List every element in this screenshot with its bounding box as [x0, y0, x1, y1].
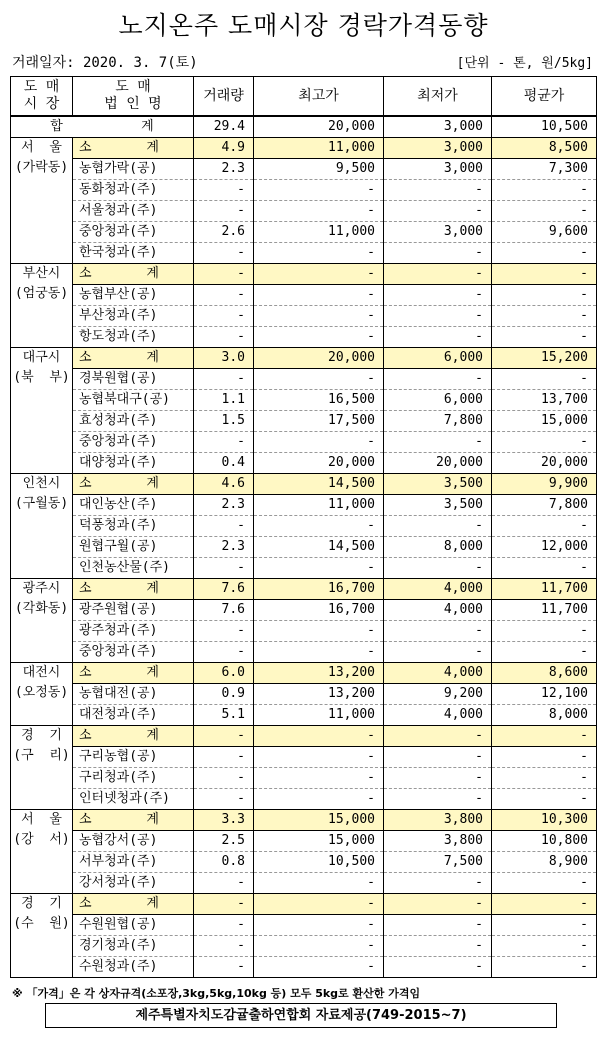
table-row: [11, 243, 597, 264]
company-name: 부산청과(주): [73, 306, 194, 327]
market-name: 대구시 (북 부): [11, 348, 73, 474]
avg-price-cell: -: [492, 558, 597, 579]
min-price-cell: 6,000: [384, 390, 492, 411]
company-name: 농협부산(공): [73, 285, 194, 306]
table-row: [11, 495, 597, 516]
avg-price-cell: -: [492, 180, 597, 201]
avg-price-cell: 10,300: [492, 810, 597, 831]
table-row: [11, 705, 597, 726]
avg-price-cell: 8,500: [492, 138, 597, 159]
volume-cell: 2.3: [194, 537, 254, 558]
volume-cell: 7.6: [194, 579, 254, 600]
min-price-cell: 8,000: [384, 537, 492, 558]
volume-cell: -: [194, 957, 254, 978]
min-price-cell: 3,500: [384, 474, 492, 495]
min-price-cell: -: [384, 726, 492, 747]
max-price-cell: 13,200: [254, 684, 384, 705]
min-price-cell: 9,200: [384, 684, 492, 705]
trade-date: 거래일자: 2020. 3. 7(토): [12, 55, 198, 71]
table-row: [11, 180, 597, 201]
max-price-cell: -: [254, 768, 384, 789]
company-name: 광주원협(공): [73, 600, 194, 621]
avg-price-cell: -: [492, 915, 597, 936]
company-name: 대인농산(주): [73, 495, 194, 516]
company-name: 경북원협(공): [73, 369, 194, 390]
min-price-cell: -: [384, 957, 492, 978]
max-price-cell: -: [254, 264, 384, 285]
min-price-cell: 4,000: [384, 663, 492, 684]
company-name: 소 계: [73, 579, 194, 600]
max-price-cell: -: [254, 369, 384, 390]
header-volume: 거래량: [194, 77, 254, 117]
avg-price-cell: -: [492, 264, 597, 285]
total-row: [11, 116, 597, 138]
total-max: 20,000: [254, 116, 384, 138]
volume-cell: 4.6: [194, 474, 254, 495]
header-row: [11, 77, 597, 117]
table-row: [11, 558, 597, 579]
company-name: 수원원협(공): [73, 915, 194, 936]
min-price-cell: -: [384, 621, 492, 642]
min-price-cell: 20,000: [384, 453, 492, 474]
header-min: 최저가: [384, 77, 492, 117]
min-price-cell: 7,800: [384, 411, 492, 432]
volume-cell: -: [194, 264, 254, 285]
volume-cell: -: [194, 432, 254, 453]
unit-note: [단위 - 톤, 원/5kg]: [456, 56, 593, 71]
subtotal-row: [11, 810, 597, 831]
volume-cell: -: [194, 768, 254, 789]
subtotal-row: [11, 138, 597, 159]
company-name: 소 계: [73, 810, 194, 831]
max-price-cell: 10,500: [254, 852, 384, 873]
company-name: 인터넷청과(주): [73, 789, 194, 810]
volume-cell: -: [194, 789, 254, 810]
avg-price-cell: 10,800: [492, 831, 597, 852]
table-row: [11, 285, 597, 306]
company-name: 농협대전(공): [73, 684, 194, 705]
company-name: 덕풍청과(주): [73, 516, 194, 537]
page-title: 노지온주 도매시장 경락가격동향: [118, 11, 489, 40]
company-name: 대전청과(주): [73, 705, 194, 726]
avg-price-cell: 7,300: [492, 159, 597, 180]
avg-price-cell: -: [492, 369, 597, 390]
max-price-cell: -: [254, 243, 384, 264]
avg-price-cell: -: [492, 747, 597, 768]
company-name: 항도청과(주): [73, 327, 194, 348]
min-price-cell: -: [384, 243, 492, 264]
table-row: [11, 768, 597, 789]
volume-cell: -: [194, 243, 254, 264]
volume-cell: -: [194, 726, 254, 747]
total-volume: 29.4: [194, 116, 254, 138]
min-price-cell: -: [384, 180, 492, 201]
total-avg: 10,500: [492, 116, 597, 138]
max-price-cell: -: [254, 957, 384, 978]
volume-cell: -: [194, 180, 254, 201]
footnote: ※ 「가격」은 각 상자규격(소포장,3kg,5kg,10kg 등) 모두 5kg로 환산한 가격임: [12, 987, 421, 1000]
min-price-cell: -: [384, 747, 492, 768]
max-price-cell: -: [254, 726, 384, 747]
min-price-cell: 4,000: [384, 600, 492, 621]
min-price-cell: 3,800: [384, 831, 492, 852]
avg-price-cell: -: [492, 306, 597, 327]
table-row: [11, 873, 597, 894]
table-row: [11, 327, 597, 348]
max-price-cell: 11,000: [254, 138, 384, 159]
avg-price-cell: 8,600: [492, 663, 597, 684]
subtotal-row: [11, 579, 597, 600]
avg-price-cell: -: [492, 432, 597, 453]
max-price-cell: -: [254, 306, 384, 327]
avg-price-cell: 15,200: [492, 348, 597, 369]
company-name: 소 계: [73, 726, 194, 747]
table-row: [11, 852, 597, 873]
market-name: 서 울 (가락동): [11, 138, 73, 264]
volume-cell: 2.5: [194, 831, 254, 852]
price-table: [10, 76, 597, 978]
min-price-cell: -: [384, 306, 492, 327]
max-price-cell: 16,500: [254, 390, 384, 411]
company-name: 농협북대구(공): [73, 390, 194, 411]
company-name: 대양청과(주): [73, 453, 194, 474]
min-price-cell: 3,800: [384, 810, 492, 831]
avg-price-cell: 11,700: [492, 600, 597, 621]
max-price-cell: 13,200: [254, 663, 384, 684]
total-min: 3,000: [384, 116, 492, 138]
min-price-cell: -: [384, 642, 492, 663]
avg-price-cell: 12,100: [492, 684, 597, 705]
company-name: 소 계: [73, 138, 194, 159]
table-row: [11, 789, 597, 810]
company-name: 수원청과(주): [73, 957, 194, 978]
min-price-cell: 7,500: [384, 852, 492, 873]
table-row: [11, 831, 597, 852]
min-price-cell: 4,000: [384, 579, 492, 600]
subtotal-row: [11, 894, 597, 915]
max-price-cell: 15,000: [254, 831, 384, 852]
max-price-cell: -: [254, 180, 384, 201]
volume-cell: 5.1: [194, 705, 254, 726]
max-price-cell: -: [254, 201, 384, 222]
company-name: 한국청과(주): [73, 243, 194, 264]
market-name: 광주시 (각화동): [11, 579, 73, 663]
company-name: 소 계: [73, 663, 194, 684]
market-name: 서 울 (강 서): [11, 810, 73, 894]
subtotal-row: [11, 726, 597, 747]
min-price-cell: -: [384, 201, 492, 222]
min-price-cell: 3,000: [384, 138, 492, 159]
market-name: 대전시 (오정동): [11, 663, 73, 726]
max-price-cell: 15,000: [254, 810, 384, 831]
max-price-cell: 20,000: [254, 348, 384, 369]
avg-price-cell: -: [492, 789, 597, 810]
avg-price-cell: 8,000: [492, 705, 597, 726]
volume-cell: 2.6: [194, 222, 254, 243]
min-price-cell: -: [384, 432, 492, 453]
max-price-cell: -: [254, 516, 384, 537]
subtotal-row: [11, 348, 597, 369]
volume-cell: 0.9: [194, 684, 254, 705]
company-name: 소 계: [73, 474, 194, 495]
company-name: 광주청과(주): [73, 621, 194, 642]
min-price-cell: -: [384, 915, 492, 936]
company-name: 중앙청과(주): [73, 432, 194, 453]
min-price-cell: -: [384, 516, 492, 537]
min-price-cell: 6,000: [384, 348, 492, 369]
header-market: 도 매 시 장: [11, 77, 73, 117]
header-company: 도 매 법 인 명: [73, 77, 194, 117]
table-row: [11, 684, 597, 705]
min-price-cell: 3,000: [384, 222, 492, 243]
avg-price-cell: 15,000: [492, 411, 597, 432]
max-price-cell: 16,700: [254, 600, 384, 621]
max-price-cell: 11,000: [254, 495, 384, 516]
company-name: 서부청과(주): [73, 852, 194, 873]
market-name: 경 기 (구 리): [11, 726, 73, 810]
max-price-cell: -: [254, 558, 384, 579]
table-row: [11, 390, 597, 411]
max-price-cell: -: [254, 285, 384, 306]
table-row: [11, 936, 597, 957]
company-name: 동화청과(주): [73, 180, 194, 201]
avg-price-cell: 11,700: [492, 579, 597, 600]
min-price-cell: -: [384, 936, 492, 957]
avg-price-cell: 8,900: [492, 852, 597, 873]
volume-cell: 3.0: [194, 348, 254, 369]
min-price-cell: 3,500: [384, 495, 492, 516]
company-name: 소 계: [73, 264, 194, 285]
volume-cell: -: [194, 201, 254, 222]
volume-cell: 1.5: [194, 411, 254, 432]
max-price-cell: 20,000: [254, 453, 384, 474]
max-price-cell: -: [254, 894, 384, 915]
company-name: 농협가락(공): [73, 159, 194, 180]
company-name: 소 계: [73, 894, 194, 915]
max-price-cell: -: [254, 789, 384, 810]
company-name: 농협강서(공): [73, 831, 194, 852]
table-row: [11, 537, 597, 558]
company-name: 원협구월(공): [73, 537, 194, 558]
max-price-cell: 14,500: [254, 537, 384, 558]
table-row: [11, 222, 597, 243]
company-name: 인천농산물(주): [73, 558, 194, 579]
min-price-cell: 3,000: [384, 159, 492, 180]
avg-price-cell: -: [492, 621, 597, 642]
min-price-cell: -: [384, 873, 492, 894]
volume-cell: -: [194, 285, 254, 306]
company-name: 중앙청과(주): [73, 222, 194, 243]
avg-price-cell: -: [492, 327, 597, 348]
total-label: 합 계: [11, 116, 194, 138]
market-name: 부산시 (엄궁동): [11, 264, 73, 348]
min-price-cell: -: [384, 894, 492, 915]
header-max: 최고가: [254, 77, 384, 117]
min-price-cell: 4,000: [384, 705, 492, 726]
table-row: [11, 369, 597, 390]
source-box: 제주특별자치도감귤출하연합회 자료제공(749-2015~7): [45, 1003, 557, 1028]
volume-cell: 7.6: [194, 600, 254, 621]
avg-price-cell: 20,000: [492, 453, 597, 474]
avg-price-cell: 7,800: [492, 495, 597, 516]
volume-cell: -: [194, 915, 254, 936]
avg-price-cell: -: [492, 285, 597, 306]
avg-price-cell: -: [492, 873, 597, 894]
max-price-cell: -: [254, 915, 384, 936]
volume-cell: 0.8: [194, 852, 254, 873]
volume-cell: 1.1: [194, 390, 254, 411]
volume-cell: -: [194, 873, 254, 894]
volume-cell: -: [194, 516, 254, 537]
max-price-cell: 16,700: [254, 579, 384, 600]
volume-cell: -: [194, 369, 254, 390]
avg-price-cell: 9,600: [492, 222, 597, 243]
max-price-cell: -: [254, 936, 384, 957]
company-name: 구리청과(주): [73, 768, 194, 789]
avg-price-cell: -: [492, 243, 597, 264]
max-price-cell: 9,500: [254, 159, 384, 180]
volume-cell: -: [194, 306, 254, 327]
min-price-cell: -: [384, 558, 492, 579]
company-name: 경기청과(주): [73, 936, 194, 957]
min-price-cell: -: [384, 369, 492, 390]
max-price-cell: -: [254, 621, 384, 642]
table-row: [11, 747, 597, 768]
subtotal-row: [11, 264, 597, 285]
table-row: [11, 432, 597, 453]
volume-cell: 6.0: [194, 663, 254, 684]
table-row: [11, 516, 597, 537]
min-price-cell: -: [384, 789, 492, 810]
table-row: [11, 621, 597, 642]
header-avg: 평균가: [492, 77, 597, 117]
max-price-cell: -: [254, 327, 384, 348]
market-name: 인천시 (구월동): [11, 474, 73, 579]
volume-cell: 2.3: [194, 159, 254, 180]
table-row: [11, 453, 597, 474]
company-name: 강서청과(주): [73, 873, 194, 894]
table-row: [11, 201, 597, 222]
volume-cell: -: [194, 621, 254, 642]
max-price-cell: -: [254, 747, 384, 768]
avg-price-cell: -: [492, 516, 597, 537]
min-price-cell: -: [384, 264, 492, 285]
subtotal-row: [11, 663, 597, 684]
volume-cell: -: [194, 642, 254, 663]
min-price-cell: -: [384, 768, 492, 789]
company-name: 중앙청과(주): [73, 642, 194, 663]
avg-price-cell: -: [492, 768, 597, 789]
avg-price-cell: -: [492, 936, 597, 957]
avg-price-cell: -: [492, 894, 597, 915]
company-name: 소 계: [73, 348, 194, 369]
table-row: [11, 306, 597, 327]
table-row: [11, 600, 597, 621]
subtotal-row: [11, 474, 597, 495]
volume-cell: 2.3: [194, 495, 254, 516]
min-price-cell: -: [384, 285, 492, 306]
company-name: 서울청과(주): [73, 201, 194, 222]
volume-cell: -: [194, 936, 254, 957]
table-row: [11, 915, 597, 936]
volume-cell: 0.4: [194, 453, 254, 474]
max-price-cell: -: [254, 642, 384, 663]
volume-cell: 3.3: [194, 810, 254, 831]
volume-cell: -: [194, 327, 254, 348]
company-name: 구리농협(공): [73, 747, 194, 768]
avg-price-cell: 13,700: [492, 390, 597, 411]
max-price-cell: 17,500: [254, 411, 384, 432]
avg-price-cell: -: [492, 726, 597, 747]
max-price-cell: 11,000: [254, 705, 384, 726]
table-row: [11, 642, 597, 663]
company-name: 효성청과(주): [73, 411, 194, 432]
avg-price-cell: -: [492, 957, 597, 978]
volume-cell: -: [194, 894, 254, 915]
market-name: 경 기 (수 원): [11, 894, 73, 978]
max-price-cell: 11,000: [254, 222, 384, 243]
table-row: [11, 411, 597, 432]
volume-cell: -: [194, 747, 254, 768]
avg-price-cell: 9,900: [492, 474, 597, 495]
max-price-cell: 14,500: [254, 474, 384, 495]
volume-cell: -: [194, 558, 254, 579]
max-price-cell: -: [254, 873, 384, 894]
table-row: [11, 159, 597, 180]
avg-price-cell: -: [492, 642, 597, 663]
volume-cell: 4.9: [194, 138, 254, 159]
max-price-cell: -: [254, 432, 384, 453]
avg-price-cell: 12,000: [492, 537, 597, 558]
avg-price-cell: -: [492, 201, 597, 222]
min-price-cell: -: [384, 327, 492, 348]
table-row: [11, 957, 597, 978]
